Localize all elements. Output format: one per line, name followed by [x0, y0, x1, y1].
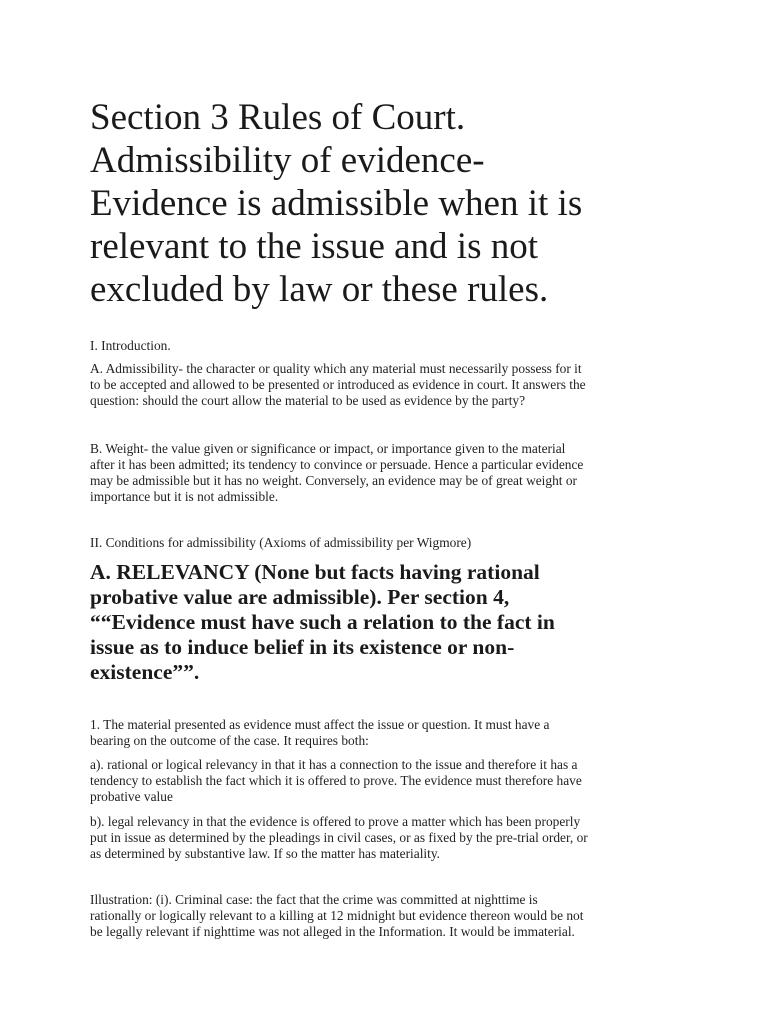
paragraph-line: A. Admissibility- the character or quality which any material must necessarily possess for it: [90, 361, 582, 376]
paragraph-line: Illustration: (i). Criminal case: the fact that the crime was committed at nighttime is: [90, 892, 538, 907]
paragraph-line: 1. The material presented as evidence must affect the issue or question. It must have a: [90, 717, 550, 732]
admissibility-paragraph: [90, 361, 690, 409]
item-a-paragraph: [90, 757, 690, 805]
paragraph-line: may be admissible but it has no weight. Conversely, an evidence may be of great weight or: [90, 473, 578, 488]
item-b-paragraph: [90, 814, 690, 862]
paragraph-line: bearing on the outcome of the case. It requires both:: [90, 733, 369, 748]
heading-line: ““Evidence must have such a relation to the fact in: [90, 610, 555, 634]
weight-paragraph: [90, 441, 690, 505]
item-1-paragraph: [90, 717, 690, 749]
paragraph-line: rationally or logically relevant to a killing at 12 midnight but evidence thereon would be not: [90, 908, 584, 923]
title-line: Admissibility of evidence-: [90, 140, 485, 181]
title-line: excluded by law or these rules.: [90, 269, 549, 310]
paragraph-line: tendency to establish the fact which it is offered to prove. The evidence must therefore have: [90, 773, 582, 788]
paragraph-line: B. Weight- the value given or significance or impact, or importance given to the material: [90, 441, 566, 456]
paragraph-line: importance but it is not admissible.: [90, 489, 279, 504]
relevancy-heading: [90, 560, 690, 685]
heading-line: issue as to induce belief in its existence or non-: [90, 635, 515, 659]
paragraph-line: to be accepted and allowed to be presented or introduced as evidence in court. It answers the: [90, 377, 586, 392]
paragraph-line: after it has been admitted; its tendency to convince or persuade. Hence a particular evidence: [90, 457, 584, 472]
paragraph-line: a). rational or logical relevancy in that it has a connection to the issue and therefore it has a: [90, 757, 578, 772]
intro-heading: [90, 338, 690, 354]
heading-line: probative value are admissible). Per section 4,: [90, 585, 510, 609]
paragraph-line: be legally relevant if nighttime was not alleged in the Information. It would be immaterial.: [90, 924, 575, 939]
conditions-heading-text: II. Conditions for admissibility (Axioms of admissibility per Wigmore): [90, 535, 472, 550]
intro-heading-text: I. Introduction.: [90, 338, 171, 353]
conditions-heading: [90, 535, 690, 551]
paragraph-line: as determined by substantive law. If so the matter has materiality.: [90, 846, 441, 861]
title-line: Evidence is admissible when it is: [90, 183, 583, 224]
heading-line: A. RELEVANCY (None but facts having rational: [90, 560, 540, 584]
paragraph-line: put in issue as determined by the pleadings in civil cases, or as fixed by the pre-trial order, or: [90, 830, 588, 845]
paragraph-line: b). legal relevancy in that the evidence is offered to prove a matter which has been properly: [90, 814, 581, 829]
heading-line: existence””.: [90, 660, 200, 684]
paragraph-line: probative value: [90, 789, 173, 804]
paragraph-line: question: should the court allow the material to be used as evidence by the party?: [90, 393, 526, 408]
title-line: Section 3 Rules of Court.: [90, 97, 466, 138]
illustration-paragraph: [90, 892, 690, 940]
title-line: relevant to the issue and is not: [90, 226, 539, 267]
document-title: [90, 96, 690, 311]
